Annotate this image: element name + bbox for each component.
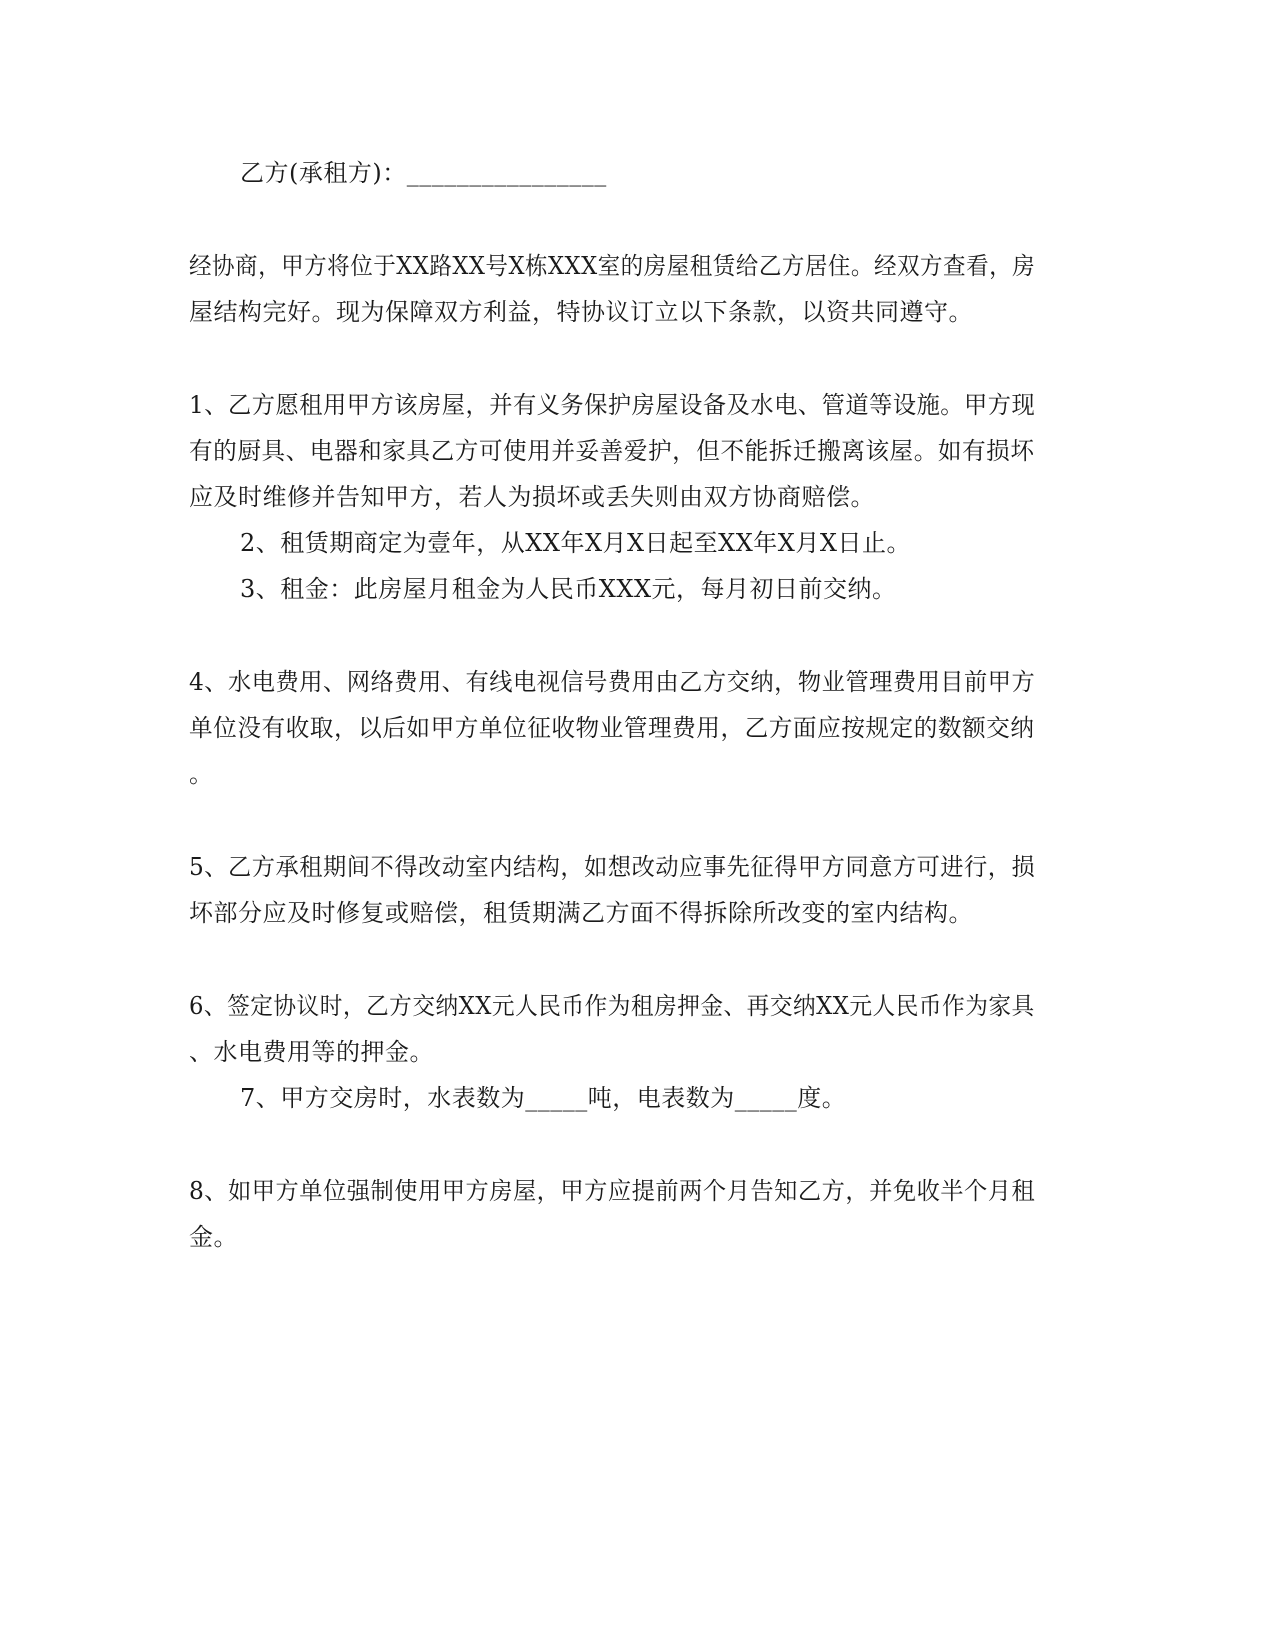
- party-b-line: 乙方(承租方)：________________: [240, 159, 607, 187]
- clause-6-line-1: 6、签定协议时，乙方交纳XX元人民币作为租房押金、再交纳XX元人民币作为家具: [189, 992, 1035, 1020]
- clause-3: 3、租金：此房屋月租金为人民币XXX元，每月初日前交纳。: [240, 575, 897, 603]
- intro-line-1: 经协商，甲方将位于XX路XX号X栋XXX室的房屋租赁给乙方居住。经双方查看，房: [189, 252, 1036, 280]
- clause-5-line-1: 5、乙方承租期间不得改动室内结构，如想改动应事先征得甲方同意方可进行，损: [189, 853, 1036, 881]
- clause-8-line-2: 金。: [189, 1223, 238, 1251]
- clause-4-line-1: 4、水电费用、网络费用、有线电视信号费用由乙方交纳，物业管理费用目前甲方: [189, 668, 1036, 696]
- clause-1-line-1: 1、乙方愿租用甲方该房屋，并有义务保护房屋设备及水电、管道等设施。甲方现: [189, 391, 1036, 419]
- clause-5-line-2: 坏部分应及时修复或赔偿，租赁期满乙方面不得拆除所改变的室内结构。: [189, 899, 973, 927]
- clause-7: 7、甲方交房时，水表数为_____吨，电表数为_____度。: [240, 1084, 847, 1112]
- clause-8-line-1: 8、如甲方单位强制使用甲方房屋，甲方应提前两个月告知乙方，并免收半个月租: [189, 1177, 1036, 1205]
- clause-2: 2、租赁期商定为壹年，从XX年X月X日起至XX年X月X日止。: [240, 529, 911, 557]
- clause-1-line-2: 有的厨具、电器和家具乙方可使用并妥善爱护，但不能拆迁搬离该屋。如有损坏: [189, 437, 1035, 465]
- clause-6-line-2: 、水电费用等的押金。: [189, 1038, 434, 1066]
- clause-4-line-3: 。: [189, 760, 214, 788]
- clause-4-line-2: 单位没有收取，以后如甲方单位征收物业管理费用，乙方面应按规定的数额交纳: [189, 714, 1035, 742]
- intro-line-2: 屋结构完好。现为保障双方利益，特协议订立以下条款，以资共同遵守。: [189, 298, 973, 326]
- clause-1-line-3: 应及时维修并告知甲方，若人为损坏或丢失则由双方协商赔偿。: [189, 483, 875, 511]
